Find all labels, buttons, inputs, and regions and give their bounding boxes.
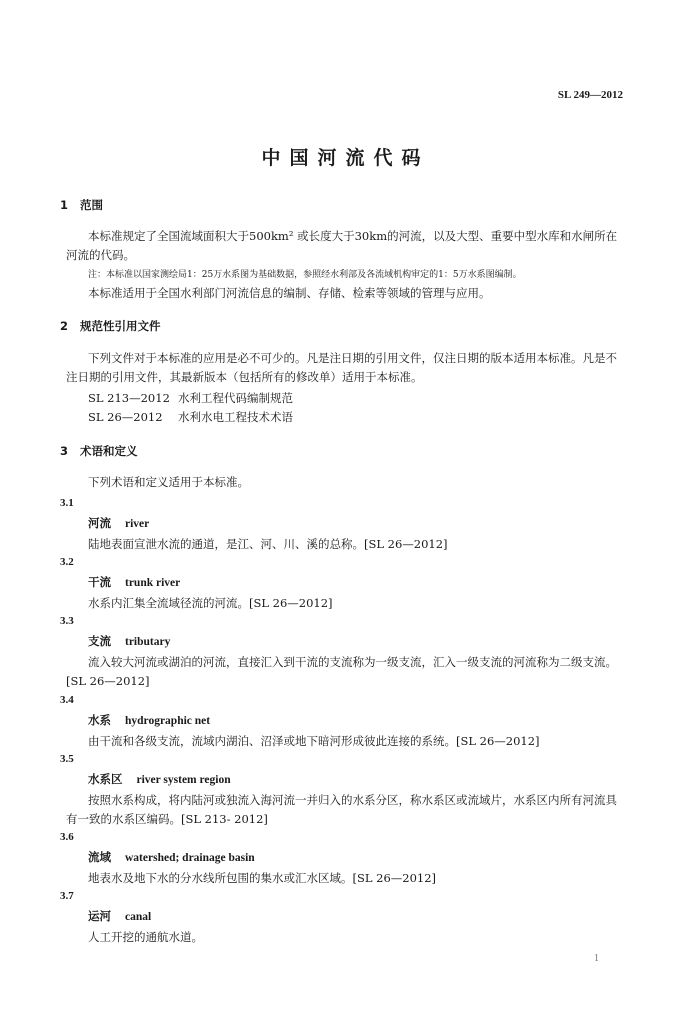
- section-title: 范围: [80, 198, 103, 212]
- term-heading: [88, 574, 180, 590]
- term-number: 3.6: [60, 831, 74, 843]
- standard-code: SL 249—2012: [557, 89, 623, 101]
- term-en: river: [125, 518, 150, 530]
- term-zh: 运河: [88, 909, 111, 923]
- section-title: 术语和定义: [80, 444, 138, 458]
- scope-applicability: 本标准适用于全国水利部门河流信息的编制、存储、检索等领域的管理与应用。: [88, 286, 491, 300]
- document-title: 中国河流代码: [261, 147, 430, 169]
- term-number: 3.7: [60, 890, 74, 902]
- term-heading: [88, 712, 210, 728]
- normative-references-paragraph: 下列文件对于本标准的应用是必不可少的。凡是注日期的引用文件，仅注日期的版本适用本标准。凡是不注日期的引用文件，其最新版本（包括所有的修改单）适用于本标准。: [66, 351, 617, 384]
- term-zh: 水系区: [88, 772, 123, 786]
- section-number: 3: [60, 444, 69, 458]
- term-zh: 水系: [88, 713, 111, 727]
- term-definition: 水系内汇集全流域径流的河流。[SL 26—2012]: [88, 596, 333, 610]
- term-definition: 由干流和各级支流，流域内湖泊、沼泽或地下暗河形成彼此连接的系统。[SL 26—2012]: [88, 734, 540, 748]
- term-definition: 流入较大河流或湖泊的河流，直接汇入到干流的支流称为一级支流，汇入一级支流的河流称为二级支流。[SL 26—2012]: [66, 655, 617, 688]
- term-heading: [88, 633, 170, 649]
- section-2-heading: [60, 318, 161, 334]
- reference-name: 水利水电工程技术术语: [178, 410, 293, 424]
- scope-paragraph: 本标准规定了全国流域面积大于500km² 或长度大于30km的河流，以及大型、重要中型水库和水闸所在河流的代码。: [66, 229, 618, 262]
- term-number: 3.1: [60, 497, 74, 509]
- section-number: 2: [60, 319, 69, 333]
- term-number: 3.2: [60, 556, 74, 568]
- term-en: trunk river: [125, 577, 181, 589]
- term-en: canal: [125, 911, 152, 923]
- terms-intro: 下列术语和定义适用于本标准。: [88, 475, 249, 489]
- page-number: 1: [594, 953, 599, 964]
- term-en: tributary: [125, 636, 171, 648]
- term-definition: 人工开挖的通航水道。: [88, 930, 203, 944]
- section-3-heading: [60, 443, 138, 459]
- reference-item: [88, 389, 293, 408]
- term-definition: 地表水及地下水的分水线所包围的集水或汇水区域。[SL 26—2012]: [88, 871, 437, 885]
- term-en: watershed; drainage basin: [125, 852, 255, 864]
- term-heading: [88, 849, 255, 865]
- term-zh: 流域: [88, 850, 111, 864]
- reference-name: 水利工程代码编制规范: [178, 391, 293, 405]
- term-heading: [88, 515, 149, 531]
- term-definition: 按照水系构成，将内陆河或独流入海河流一并归入的水系分区，称水系区或流域片，水系区内所有河流具有一致的水系区编码。[SL 213- 2012]: [66, 793, 617, 826]
- reference-item: [88, 408, 293, 427]
- term-heading: [88, 908, 151, 924]
- reference-code: SL 213—2012: [88, 391, 170, 405]
- term-zh: 支流: [88, 634, 111, 648]
- section-number: 1: [60, 198, 69, 212]
- term-number: 3.5: [60, 753, 74, 765]
- reference-code: SL 26—2012: [88, 410, 163, 424]
- section-1-heading: [60, 197, 103, 213]
- term-zh: 河流: [88, 516, 111, 530]
- term-en: river system region: [136, 774, 231, 786]
- term-number: 3.3: [60, 615, 74, 627]
- term-definition: 陆地表面宣泄水流的通道，是江、河、川、溪的总称。[SL 26—2012]: [88, 537, 448, 551]
- term-heading: [88, 771, 231, 787]
- term-zh: 干流: [88, 575, 111, 589]
- term-en: hydrographic net: [125, 715, 211, 727]
- term-number: 3.4: [60, 694, 74, 706]
- section-title: 规范性引用文件: [80, 319, 161, 333]
- scope-note: 注：本标准以国家测绘局1：25万水系图为基础数据，参照经水利部及各流域机构审定的1：5万水系图编制。: [88, 270, 522, 280]
